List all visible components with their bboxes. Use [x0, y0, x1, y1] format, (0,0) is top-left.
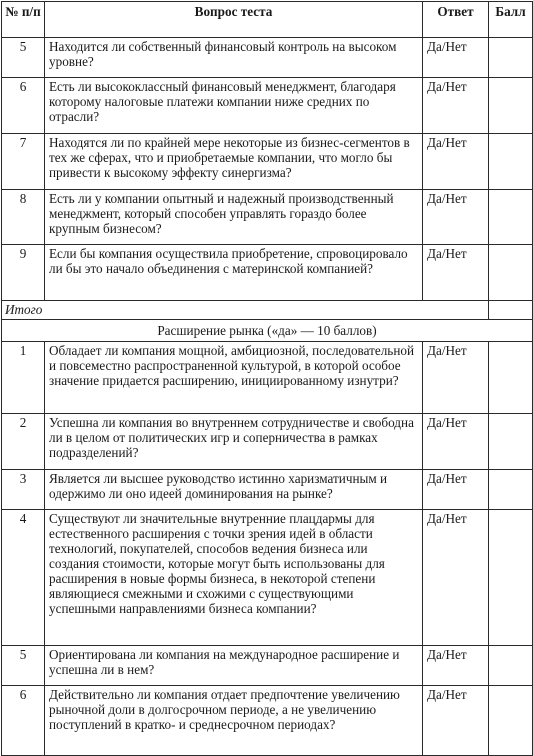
- row-score: [489, 134, 533, 190]
- row-answer: Да/Нет: [423, 414, 489, 470]
- row-answer: Да/Нет: [423, 190, 489, 245]
- header-question: Вопрос теста: [45, 2, 423, 38]
- row-num: 8: [2, 190, 45, 245]
- header-score: Балл: [489, 2, 533, 38]
- table-row: [2, 134, 533, 190]
- row-num: 4: [2, 510, 45, 646]
- row-num: 5: [2, 38, 45, 78]
- table-row: [2, 646, 533, 686]
- row-answer: Да/Нет: [423, 38, 489, 78]
- test-table: [1, 1, 533, 756]
- row-num: 7: [2, 134, 45, 190]
- row-score: [489, 342, 533, 414]
- row-score: [489, 414, 533, 470]
- row-score: [489, 510, 533, 646]
- row-score: [489, 470, 533, 510]
- table-row: [2, 78, 533, 134]
- row-num: 2: [2, 414, 45, 470]
- row-num: 1: [2, 342, 45, 414]
- row-question: Если бы компания осуществила приобретение, спровоцировало ли бы это начало объединения с материнской компанией?: [45, 245, 423, 301]
- row-num: 3: [2, 470, 45, 510]
- table-row: [2, 38, 533, 78]
- row-score: [489, 245, 533, 301]
- row-question: Существуют ли значительные внутренние плацдармы для естественного расширения с точки зрения идей в области технологий, покупателей, способов ведения бизнеса или создания стоимости, которые могут быть использованы для расширения в новые формы бизнеса, в некоторой степени являющиеся смежными и схожими с существующими успешными направлениями бизнеса компании?: [45, 510, 423, 646]
- row-answer: Да/Нет: [423, 510, 489, 646]
- row-question: Есть ли высококлассный финансовый менеджмент, благодаря которому налоговые платежи компании ниже средних по отрасли?: [45, 78, 423, 134]
- row-question: Успешна ли компания во внутреннем сотрудничестве и свободна ли в целом от политических игр и соперничества в рамках подразделений?: [45, 414, 423, 470]
- row-question: Действительно ли компания отдает предпочтение увеличению рыночной доли в долгосрочном периоде, а не увеличению поступлений в кратко- и среднесрочном периодах?: [45, 686, 423, 756]
- row-score: [489, 78, 533, 134]
- row-answer: Да/Нет: [423, 470, 489, 510]
- row-question: Находятся ли по крайней мере некоторые из бизнес-сегментов в тех же сферах, что и приобретаемые компании, что могло бы привести к высокому эффекту синергизма?: [45, 134, 423, 190]
- row-score: [489, 38, 533, 78]
- row-question: Ориентирована ли компания на международное расширение и успешна ли в нем?: [45, 646, 423, 686]
- row-num: 6: [2, 686, 45, 756]
- row-question: Находится ли собственный финансовый контроль на высоком уровне?: [45, 38, 423, 78]
- total-score: [489, 301, 533, 320]
- row-question: Есть ли у компании опытный и надежный производственный менеджмент, который способен управлять гораздо более крупным бизнесом?: [45, 190, 423, 245]
- row-score: [489, 646, 533, 686]
- row-question: Обладает ли компания мощной, амбициозной, последовательной и повсеместно распространенной культурой, в которой особое значение придается расширению, инициированному изнутри?: [45, 342, 423, 414]
- table-row: [2, 686, 533, 756]
- header-answer: Ответ: [423, 2, 489, 38]
- row-answer: Да/Нет: [423, 78, 489, 134]
- row-answer: Да/Нет: [423, 134, 489, 190]
- table-row: [2, 470, 533, 510]
- header-num: № п/п: [2, 2, 45, 38]
- table-row: [2, 510, 533, 646]
- row-question: Является ли высшее руководство истинно харизматичным и одержимо ли оно идеей доминирования на рынке?: [45, 470, 423, 510]
- table-row: [2, 342, 533, 414]
- row-num: 9: [2, 245, 45, 301]
- header-row: [2, 2, 533, 38]
- table-row: [2, 190, 533, 245]
- row-answer: Да/Нет: [423, 646, 489, 686]
- total-row: [2, 301, 533, 320]
- row-answer: Да/Нет: [423, 342, 489, 414]
- section-row: [2, 320, 533, 342]
- table-row: [2, 245, 533, 301]
- row-answer: Да/Нет: [423, 245, 489, 301]
- row-num: 5: [2, 646, 45, 686]
- table-row: [2, 414, 533, 470]
- row-num: 6: [2, 78, 45, 134]
- row-answer: Да/Нет: [423, 686, 489, 756]
- total-label: Итого: [2, 301, 489, 320]
- section-title: Расширение рынка («да» — 10 баллов): [2, 320, 533, 342]
- row-score: [489, 686, 533, 756]
- row-score: [489, 190, 533, 245]
